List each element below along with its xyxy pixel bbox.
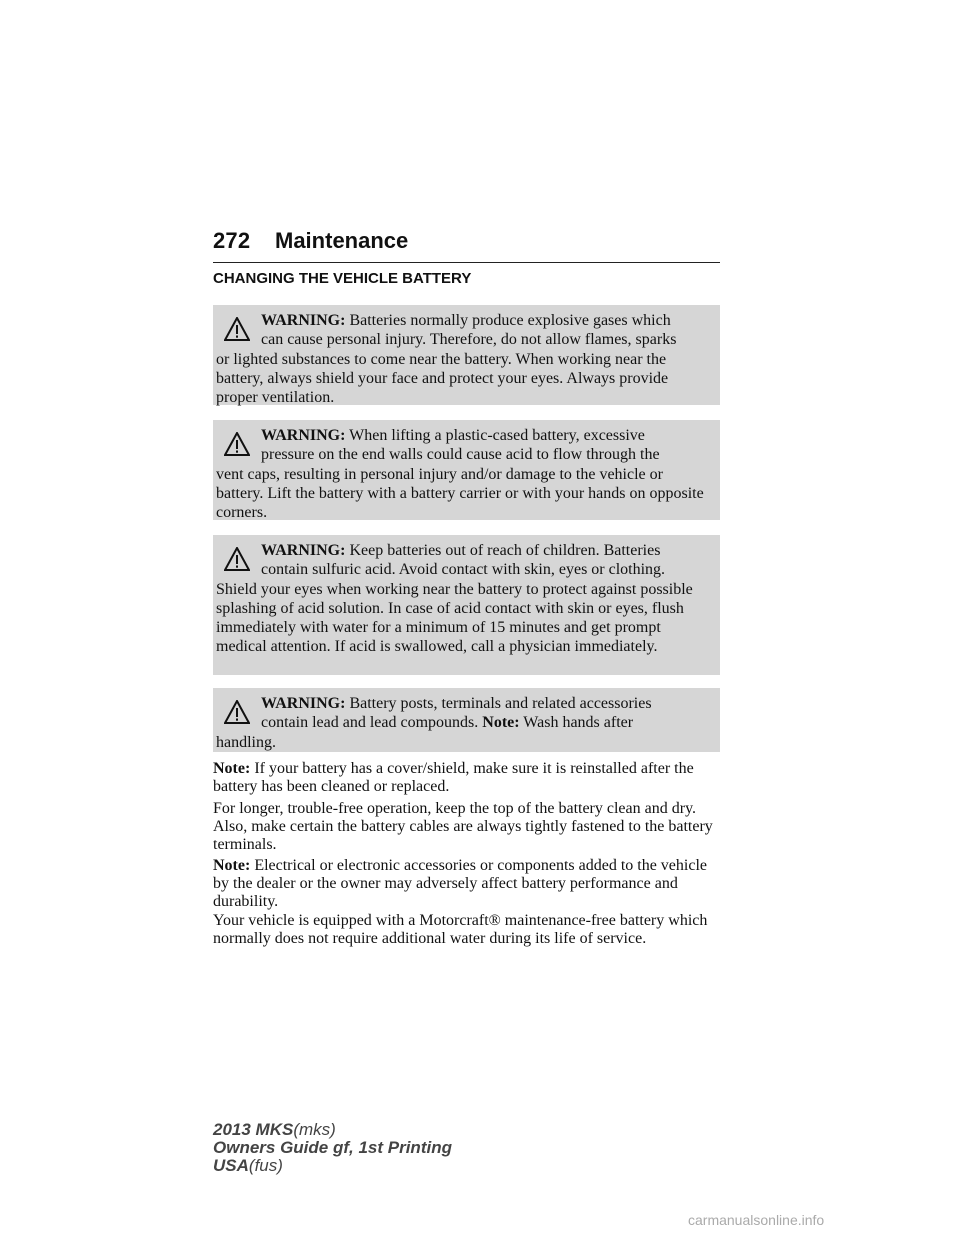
warning-box-4	[213, 688, 720, 752]
footer-model: 2013 MKS	[213, 1120, 294, 1139]
warning-text-a: contain lead and lead compounds.	[261, 714, 479, 732]
warning-box-2	[213, 420, 720, 520]
paragraph-2	[213, 800, 720, 854]
warning-text-line1: When lifting a plastic-cased battery, excessive	[349, 427, 645, 444]
warning-text-rest: or lighted substances to come near the battery. When working near the battery, always shield your face and protect your eyes. Always provide proper ventilation.	[216, 350, 669, 407]
warning-label: WARNING:	[261, 542, 346, 559]
paragraph-text: For longer, trouble-free operation, keep the top of the battery clean and dry. Also, make certain the battery cables are always tightly fastened to the battery terminals.	[213, 800, 713, 853]
document-footer	[213, 1121, 452, 1175]
section-heading: CHANGING THE VEHICLE BATTERY	[213, 270, 472, 287]
warning-text-rest: Shield your eyes when working near the battery to protect against possible splashing of acid solution. In case of acid contact with skin or eyes, flush immediately with water for a minimum of 15 minutes and get prompt medical attention. If acid is swallowed, call a physician immediately.	[216, 580, 693, 656]
note-label: Note:	[213, 760, 251, 777]
paragraph-text: If your battery has a cover/shield, make sure it is reinstalled after the battery has been cleaned or replaced.	[213, 760, 694, 795]
footer-guide: Owners Guide gf, 1st Printing	[213, 1138, 452, 1157]
warning-triangle-icon	[224, 547, 250, 571]
warning-triangle-icon	[224, 317, 250, 341]
warning-text-rest: vent caps, resulting in personal injury and/or damage to the vehicle or battery. Lift the battery with a battery carrier or with your hands on opposite corners.	[216, 465, 704, 522]
paragraph-4	[213, 912, 720, 948]
footer-region-code: (fus)	[248, 1156, 283, 1175]
paragraph-1	[213, 760, 720, 796]
warning-text-b1: Wash hands after	[523, 714, 634, 732]
section-title: Maintenance	[275, 228, 409, 253]
warning-box-1	[213, 305, 720, 405]
warning-text-line2: contain sulfuric acid. Avoid contact with skin, eyes or clothing.	[261, 561, 666, 579]
page-number: 272	[213, 228, 251, 253]
note-label: Note:	[213, 857, 251, 874]
warning-text-b2: handling.	[216, 733, 276, 751]
page-header	[213, 228, 720, 263]
warning-text-line1: Batteries normally produce explosive gases which	[349, 312, 671, 329]
watermark: carmanualsonline.info	[688, 1212, 825, 1228]
warning-text-line1: Battery posts, terminals and related accessories	[349, 695, 652, 712]
warning-text-line1: Keep batteries out of reach of children. Batteries	[349, 542, 661, 559]
footer-region: USA	[213, 1156, 249, 1175]
warning-label: WARNING:	[261, 695, 346, 712]
footer-model-code: (mks)	[293, 1120, 336, 1139]
warning-text-line2: pressure on the end walls could cause acid to flow through the	[261, 446, 660, 464]
paragraph-text: Electrical or electronic accessories or components added to the vehicle by the dealer or the owner may adversely affect battery performance and durability.	[213, 857, 707, 910]
paragraph-3	[213, 857, 720, 911]
warning-label: WARNING:	[261, 427, 346, 444]
warning-triangle-icon	[224, 700, 250, 724]
warning-triangle-icon	[224, 432, 250, 456]
warning-box-3	[213, 535, 720, 675]
warning-label: WARNING:	[261, 312, 346, 329]
warning-text-line2: can cause personal injury. Therefore, do not allow flames, sparks	[261, 331, 677, 349]
paragraph-text: Your vehicle is equipped with a Motorcraft® maintenance-free battery which normally does not require additional water during its life of service.	[213, 912, 708, 947]
note-label: Note:	[482, 714, 520, 732]
